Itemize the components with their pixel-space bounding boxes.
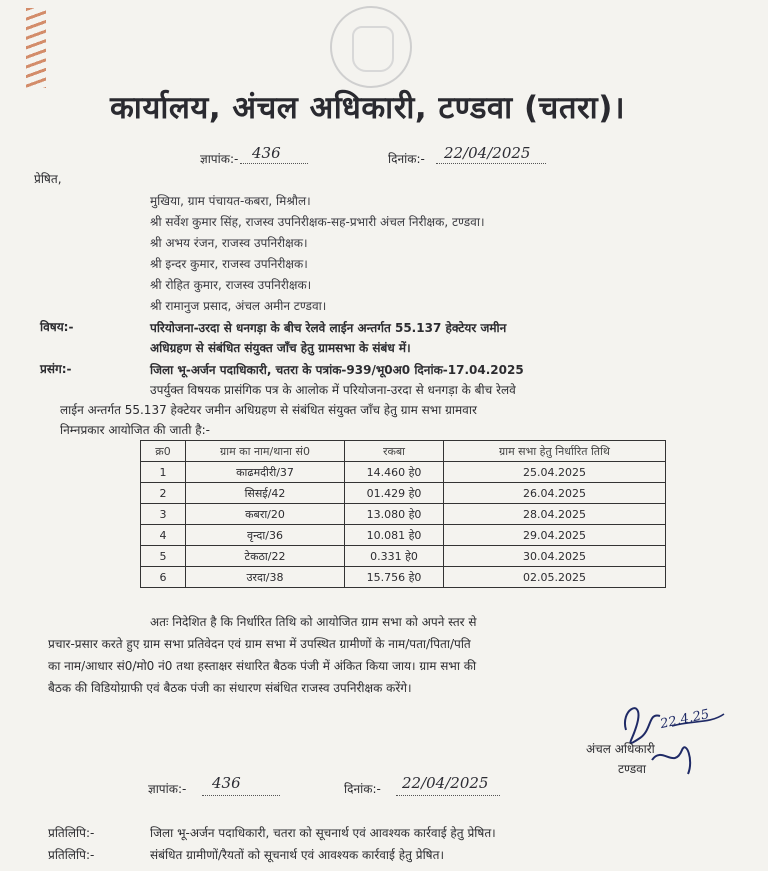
date-cell: 30.04.2025	[444, 546, 666, 567]
intro-line: निम्नप्रकार आयोजित की जाती है:-	[60, 423, 211, 437]
directive-line: बैठक की विडियोग्राफी एवं बैठक पंजी का संधारण संबंधित राजस्व उपनिरीक्षक करेंगे।	[48, 681, 412, 695]
subject-line: अधिग्रहण से संबंधित संयुक्त जाँच हेतु ग्रामसभा के संबंध में।	[150, 341, 411, 355]
area-cell: 15.756 हे0	[345, 567, 444, 588]
subject-label: विषय:-	[40, 320, 74, 334]
signatory-place: टण्डवा	[618, 762, 646, 776]
village-cell: कबरा/20	[186, 504, 345, 525]
intro-line: लाईन अन्तर्गत 55.137 हेक्टेयर जमीन अधिग्रहण से संबंधित संयुक्त जाँच हेतु ग्राम सभा ग्रामवार	[60, 403, 477, 417]
village-cell: उरदा/38	[186, 567, 345, 588]
area-cell: 0.331 हे0	[345, 546, 444, 567]
context-label: प्रसंग:-	[40, 362, 72, 376]
area-cell: 01.429 हे0	[345, 483, 444, 504]
serial-cell: 2	[141, 483, 186, 504]
addressee-item: श्री रोहित कुमार, राजस्व उपनिरीक्षक।	[150, 278, 312, 292]
village-cell: टेकठा/22	[186, 546, 345, 567]
table-row	[141, 483, 666, 504]
serial-cell: 1	[141, 462, 186, 483]
footer-letter-number-underline	[202, 795, 280, 796]
date-cell: 02.05.2025	[444, 567, 666, 588]
date-cell: 25.04.2025	[444, 462, 666, 483]
signature-date: 22.4.25	[658, 707, 711, 732]
village-cell: काढमदीरी/37	[186, 462, 345, 483]
table-row	[141, 546, 666, 567]
date-cell: 29.04.2025	[444, 525, 666, 546]
area-cell: 10.081 हे0	[345, 525, 444, 546]
table-row	[141, 462, 666, 483]
intro-line: उपर्युक्त विषयक प्रासंगिक पत्र के आलोक में परियोजना-उरदा से धनगड़ा के बीच रेलवे	[150, 383, 516, 397]
column-header-serial: क्र0	[141, 441, 186, 462]
serial-cell: 4	[141, 525, 186, 546]
corner-stamp-mark	[26, 8, 46, 88]
table-row	[141, 525, 666, 546]
table-row	[141, 504, 666, 525]
footer-letter-number-label: ज्ञापांक:-	[148, 782, 187, 796]
table-header-row	[141, 441, 666, 462]
area-cell: 13.080 हे0	[345, 504, 444, 525]
copy-label: प्रतिलिपि:-	[48, 826, 95, 840]
addressee-heading: प्रेषित,	[34, 172, 62, 186]
date-cell: 26.04.2025	[444, 483, 666, 504]
gram-sabha-schedule-table	[140, 440, 666, 588]
office-title: कार्यालय, अंचल अधिकारी, टण्डवा (चतरा)।	[110, 90, 626, 126]
subject-text	[150, 318, 690, 358]
letter-number-underline	[240, 163, 308, 164]
addressee-item: मुखिया, ग्राम पंचायत-कबरा, मिश्रौल।	[150, 194, 311, 208]
serial-cell: 3	[141, 504, 186, 525]
directive-line: प्रचार-प्रसार करते हुए ग्राम सभा प्रतिवेदन एवं ग्राम सभा में उपस्थित ग्रामीणों के नाम/पता/पिता/पति	[48, 637, 471, 651]
letter-number-label: ज्ञापांक:-	[200, 152, 239, 166]
footer-date-underline	[396, 795, 500, 796]
letter-number-value: 436	[252, 144, 281, 162]
context-text: जिला भू-अर्जन पदाधिकारी, चतरा के पत्रांक-939/भू0अ0 दिनांक-17.04.2025	[150, 363, 524, 377]
directive-line: का नाम/आधार सं0/मो0 नं0 तथा हस्ताक्षर संधारित बैठक पंजी में अंकित किया जाय। ग्राम सभा की	[48, 659, 477, 673]
emblem-seal	[330, 6, 412, 88]
copy-label: प्रतिलिपि:-	[48, 848, 95, 862]
date-cell: 28.04.2025	[444, 504, 666, 525]
footer-date-label: दिनांक:-	[344, 782, 381, 796]
directive-line: अतः निदेशित है कि निर्धारित तिथि को आयोजित ग्राम सभा को अपने स्तर से	[150, 615, 477, 629]
addressee-item: श्री रामानुज प्रसाद, अंचल अमीन टण्डवा।	[150, 299, 327, 313]
serial-cell: 6	[141, 567, 186, 588]
serial-cell: 5	[141, 546, 186, 567]
copy-recipient: संबंधित ग्रामीणों/रैयतों को सूचनार्थ एवं आवश्यक कार्रवाई हेतु प्रेषित।	[150, 848, 445, 862]
footer-date-value: 22/04/2025	[402, 774, 489, 792]
addressee-item: श्री इन्दर कुमार, राजस्व उपनिरीक्षक।	[150, 257, 308, 271]
date-label: दिनांक:-	[388, 152, 425, 166]
addressee-item: श्री अभय रंजन, राजस्व उपनिरीक्षक।	[150, 236, 308, 250]
footer-letter-number-value: 436	[212, 774, 241, 792]
column-header-date: ग्राम सभा हेतु निर्धारित तिथि	[444, 441, 666, 462]
table-row	[141, 567, 666, 588]
subject-line: परियोजना-उरदा से धनगड़ा के बीच रेलवे लाईन अन्तर्गत 55.137 हेक्टेयर जमीन	[150, 321, 507, 335]
addressee-item: श्री सर्वेश कुमार सिंह, राजस्व उपनिरीक्षक-सह-प्रभारी अंचल निरीक्षक, टण्डवा।	[150, 215, 485, 229]
column-header-village: ग्राम का नाम/थाना सं0	[186, 441, 345, 462]
signatory-designation: अंचल अधिकारी	[586, 742, 655, 756]
date-underline	[436, 163, 546, 164]
area-cell: 14.460 हे0	[345, 462, 444, 483]
date-value: 22/04/2025	[444, 144, 531, 162]
column-header-area: रकबा	[345, 441, 444, 462]
village-cell: वृन्दा/36	[186, 525, 345, 546]
copy-recipient: जिला भू-अर्जन पदाधिकारी, चतरा को सूचनार्थ एवं आवश्यक कार्रवाई हेतु प्रेषित।	[150, 826, 496, 840]
village-cell: सिसई/42	[186, 483, 345, 504]
